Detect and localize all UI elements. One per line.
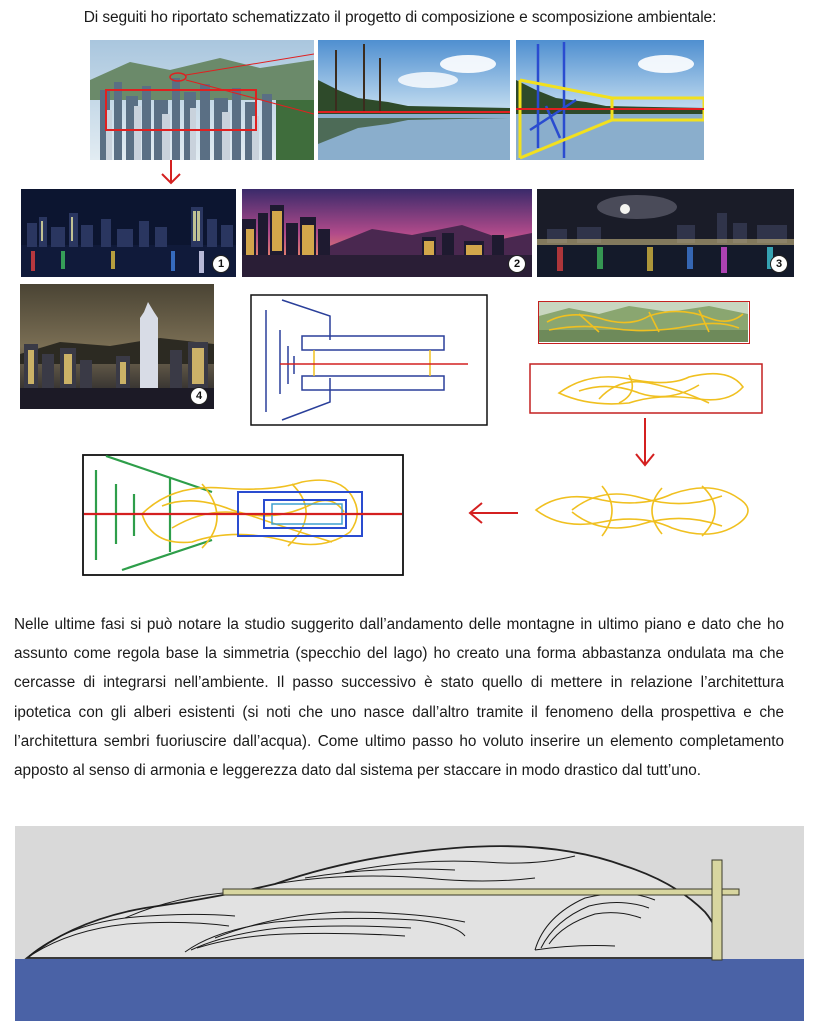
arrow-down-icon [632, 418, 658, 468]
wave-sketch-boxed [529, 363, 763, 414]
paragraph-line: assunto come regola base la simmetria (specchio del lago) ho creato una forma abbastanza ondulata ma che [14, 645, 784, 663]
photo-skyline-4 [20, 284, 214, 409]
architecture-render [15, 826, 804, 1021]
badge-2: 2 [508, 255, 526, 273]
photo-skyline-3 [537, 189, 794, 277]
page-heading: Di seguiti ho riportato schematizzato il progetto di composizione e scomposizione ambientale: [83, 9, 717, 26]
photo-city-aerial [90, 40, 314, 160]
photo-lake-annotated [516, 40, 704, 160]
render-beam [223, 889, 739, 895]
paragraph-line: Nelle ultime fasi si può notare la studio suggerito dall’andamento delle montagne in ultimo piano e dato che ho [14, 616, 784, 633]
paragraph-line: cercasse di integrarsi nell’ambiente. Il passo successivo è stato quello di mettere in relazione l’architettura [14, 674, 784, 692]
arrow-down-icon [158, 160, 184, 186]
badge-1: 1 [212, 255, 230, 273]
paragraph-line: apposto al senso di armonia e leggerezza dato dal sistema per staccare in modo drastico dal tutt’uno. [14, 762, 702, 780]
photo-skyline-1 [21, 189, 236, 277]
combined-scheme-diagram [82, 454, 404, 576]
photo-lake-trees [318, 40, 510, 160]
arrow-left-icon [466, 500, 520, 526]
render-water [15, 959, 804, 1021]
render-pillar [712, 860, 722, 960]
badge-4: 4 [190, 387, 208, 405]
body-paragraph [14, 610, 784, 785]
paragraph-line: l’architettura sembri fuoriuscire dall’acqua). Come ultimo passo ho voluto inserire un elemento completamento [14, 732, 784, 750]
badge-3: 3 [770, 255, 788, 273]
photo-mountain-strip [538, 301, 750, 344]
photo-skyline-2 [242, 189, 532, 277]
symmetric-wave-sketch [532, 476, 762, 546]
paragraph-line: ipotetica con gli alberi esistenti (si noti che uno nasce dall’altro tramite il fenomeno della prospettiva e che [14, 703, 784, 721]
plan-scheme-diagram [250, 294, 488, 426]
